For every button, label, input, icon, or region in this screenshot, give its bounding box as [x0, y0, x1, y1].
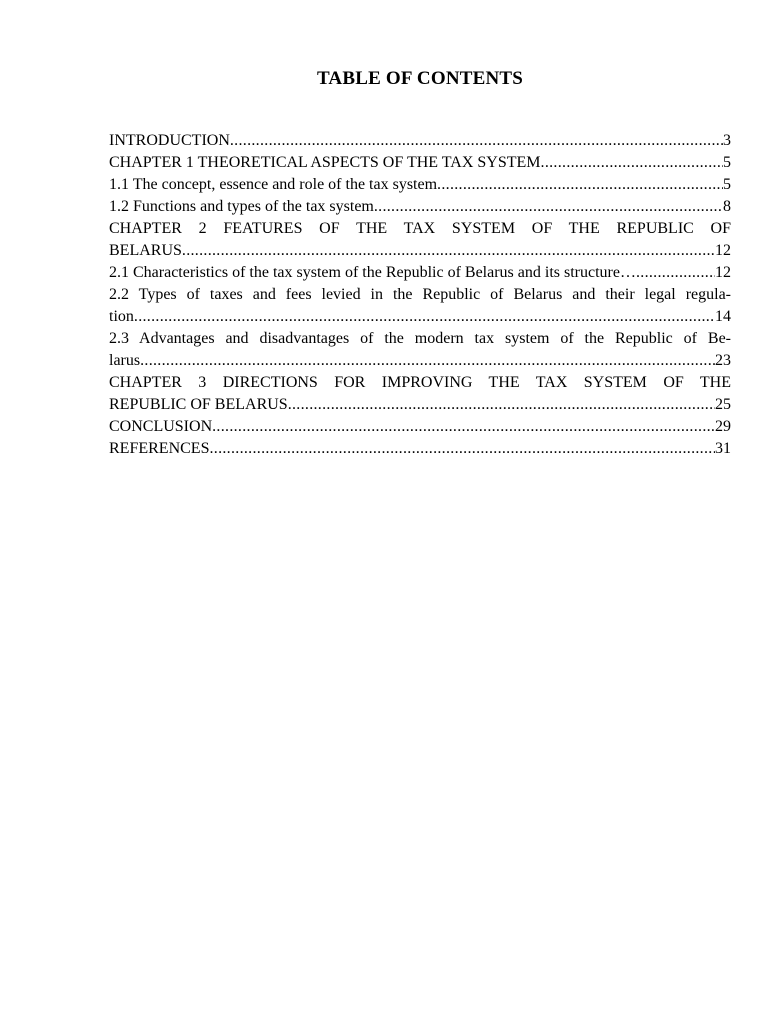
toc-entry-text: 1.1 The concept, essence and role of the tax system [109, 176, 438, 193]
toc-page-number: 29 [715, 418, 731, 435]
dot-leader [636, 262, 715, 284]
toc-page-number: 31 [715, 440, 731, 457]
dot-leader [134, 306, 715, 328]
toc-entry-section-1-2[interactable] [109, 196, 731, 218]
toc-entry-text: INTRODUCTION [109, 132, 230, 149]
toc-page-number: 5 [723, 176, 731, 193]
toc-entry-text: 2.1 Characteristics of the tax system of the Republic of Belarus and its structure… [109, 264, 636, 281]
toc-entry-text-line2: REPUBLIC OF BELARUS [109, 396, 288, 413]
dot-leader [288, 394, 715, 416]
toc-page-number: 25 [715, 396, 731, 413]
toc-page-number: 12 [715, 264, 731, 281]
toc-entry-text: REFERENCES [109, 440, 210, 457]
toc-entry-chapter-3[interactable] [109, 372, 731, 416]
dot-leader [374, 196, 723, 218]
dot-leader [230, 130, 723, 152]
page-title: TABLE OF CONTENTS [316, 68, 524, 89]
toc-entry-text: CHAPTER 1 THEORETICAL ASPECTS OF THE TAX SYSTEM [109, 154, 541, 171]
toc-entry-section-2-2[interactable] [109, 284, 731, 328]
toc-entry-text-line1: CHAPTER 2 FEATURES OF THE TAX SYSTEM OF THE REPUBLIC OF [109, 220, 731, 237]
toc-entry-section-1-1[interactable] [109, 174, 731, 196]
toc-entry-text-line2: tion [109, 308, 134, 325]
toc-entry-section-2-1[interactable] [109, 262, 731, 284]
table-of-contents [109, 130, 731, 460]
toc-entry-text-line2: BELARUS [109, 242, 182, 259]
toc-entry-chapter-1[interactable] [109, 152, 731, 174]
toc-page-number: 8 [723, 198, 731, 215]
toc-entry-text: CONCLUSION [109, 418, 213, 435]
toc-page-number: 14 [715, 308, 731, 325]
toc-entry-text-line1: 2.2 Types of taxes and fees levied in the Republic of Belarus and their legal regula- [109, 286, 731, 303]
toc-entry-chapter-2[interactable] [109, 218, 731, 262]
dot-leader [541, 152, 723, 174]
toc-entry-section-2-3[interactable] [109, 328, 731, 372]
toc-page-number: 12 [715, 242, 731, 259]
dot-leader [437, 174, 723, 196]
toc-entry-text-line2: larus [109, 352, 141, 369]
toc-entry-references[interactable] [109, 438, 731, 460]
toc-entry-text: 1.2 Functions and types of the tax system [109, 198, 374, 215]
toc-entry-text-line1: CHAPTER 3 DIRECTIONS FOR IMPROVING THE TAX SYSTEM OF THE [109, 374, 731, 391]
toc-page-number: 5 [723, 154, 731, 171]
dot-leader [140, 350, 715, 372]
toc-entry-introduction[interactable] [109, 130, 731, 152]
dot-leader [209, 438, 715, 460]
toc-page-number: 3 [723, 132, 731, 149]
toc-page-number: 23 [715, 352, 731, 369]
dot-leader [212, 416, 715, 438]
toc-entry-conclusion[interactable] [109, 416, 731, 438]
toc-entry-text-line1: 2.3 Advantages and disadvantages of the modern tax system of the Republic of Be- [109, 330, 731, 347]
dot-leader [182, 240, 715, 262]
